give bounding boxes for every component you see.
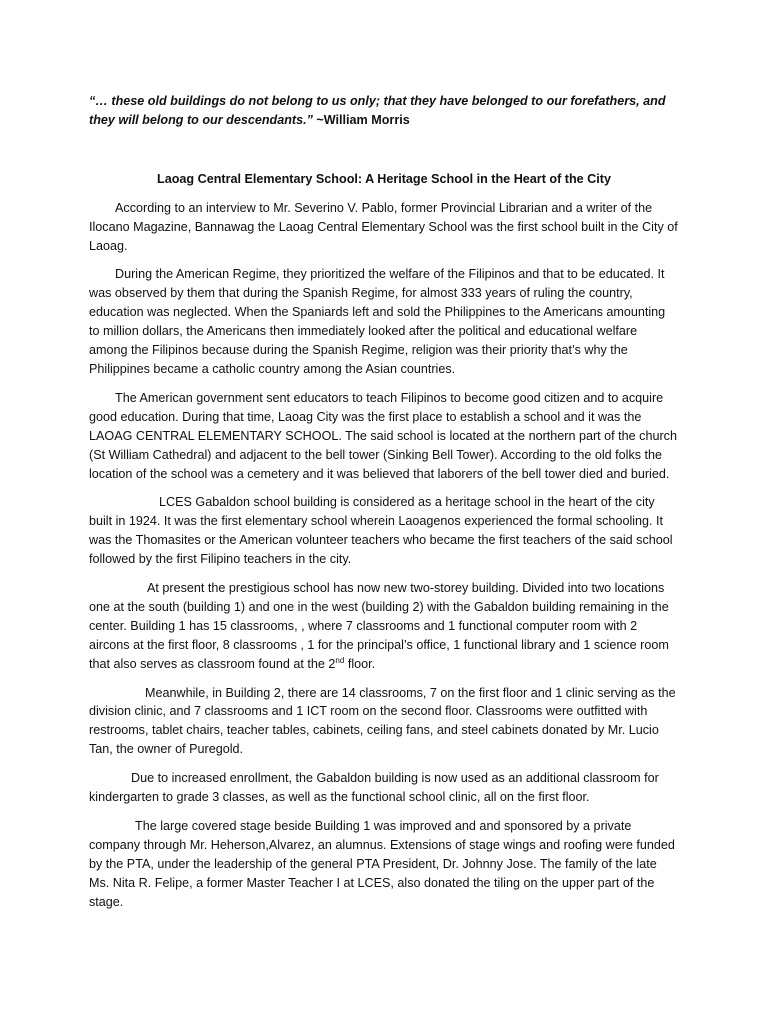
paragraph-gabaldon: LCES Gabaldon school building is considered as a heritage school in the heart of the city built in 1924. It was the first elementary school wherein Laoagenos experienced the formal schooling. It was the Thomasites or the American volunteer teachers who became the first teachers of the said school followed by the first Filipino teachers in the city.: [89, 495, 673, 567]
document-title: Laoag Central Elementary School: A Heritage School in the Heart of the City: [157, 171, 611, 186]
paragraph-american-regime: During the American Regime, they prioritized the welfare of the Filipinos and that to be educated. It was observed by them that during the Spanish Regime, for almost 333 years of ruling the country, education was neglected. When the Spaniards left and sold the Philippines to the Americans amounting to million dollars, the Americans then immediately looked after the political and educational welfare among the Filipinos because during the Spanish Regime, religion was their priority that’s why the Philippines became a catholic country among the Asian countries.: [89, 267, 666, 376]
paragraph-building-2: Meanwhile, in Building 2, there are 14 classrooms, 7 on the first floor and 1 clinic serving as the division clinic, and 7 classrooms and 1 ICT room on the second floor. Classrooms were outfitted with restrooms, tablet chairs, teacher tables, cabinets, ceiling fans, and steel cabinets donated by Mr. Lucio Tan, the owner of Puregold.: [89, 685, 676, 757]
epigraph-quote: [89, 92, 679, 130]
paragraph-stage: The large covered stage beside Building 1 was improved and and sponsored by a private company through Mr. Heherson,Alvarez, an alumnus. Extensions of stage wings and roofing were funded by the PTA, under the leadership of the general PTA President, Dr. Johnny Jose. The family of the late Ms. Nita R. Felipe, a former Master Teacher I at LCES, also donated the tiling on the upper part of the stage.: [89, 819, 675, 909]
document-page: [89, 92, 679, 912]
paragraph-enrollment: Due to increased enrollment, the Gabaldon building is now used as an additional classroom for kindergarten to grade 3 classes, as well as the functional school clinic, all on the first floor.: [89, 771, 659, 805]
present-end: floor.: [344, 656, 376, 671]
quote-author: ~William Morris: [312, 112, 410, 127]
paragraph-interview: According to an interview to Mr. Severino V. Pablo, former Provincial Librarian and a writer of the Ilocano Magazine, Bannawag the Laoag Central Elementary School was the first school built in the City of Laoag.: [89, 200, 678, 253]
paragraph-present: [89, 579, 679, 674]
paragraph-educators: The American government sent educators to teach Filipinos to become good citizen and to acquire good education. During that time, Laoag City was the first place to establish a school and it was the LAOAG CENTRAL ELEMENTARY SCHOOL. The said school is located at the northern part of the church (St William Cathedral) and adjacent to the bell tower (Sinking Bell Tower). According to the old folks the location of the school was a cemetery and it was believed that laborers of the bell tower died and buried.: [89, 390, 677, 481]
ordinal-suffix: nd: [335, 655, 345, 665]
present-text: At present the prestigious school has now new two-storey building. Divided into two locations one at the south (building 1) and one in the west (building 2) with the Gabaldon building remaining in the center. Building 1 has 15 classrooms, , where 7 classrooms and 1 functional computer room with 2 aircons at the first floor, 8 classrooms , 1 for the principal’s office, 1 functional library and 1 science room that also serves as classroom found at the 2: [89, 581, 669, 671]
quote-text: “… these old buildings do not belong to us only; that they have belonged to our forefathers, and they will belong to our descendants.”: [89, 94, 666, 127]
